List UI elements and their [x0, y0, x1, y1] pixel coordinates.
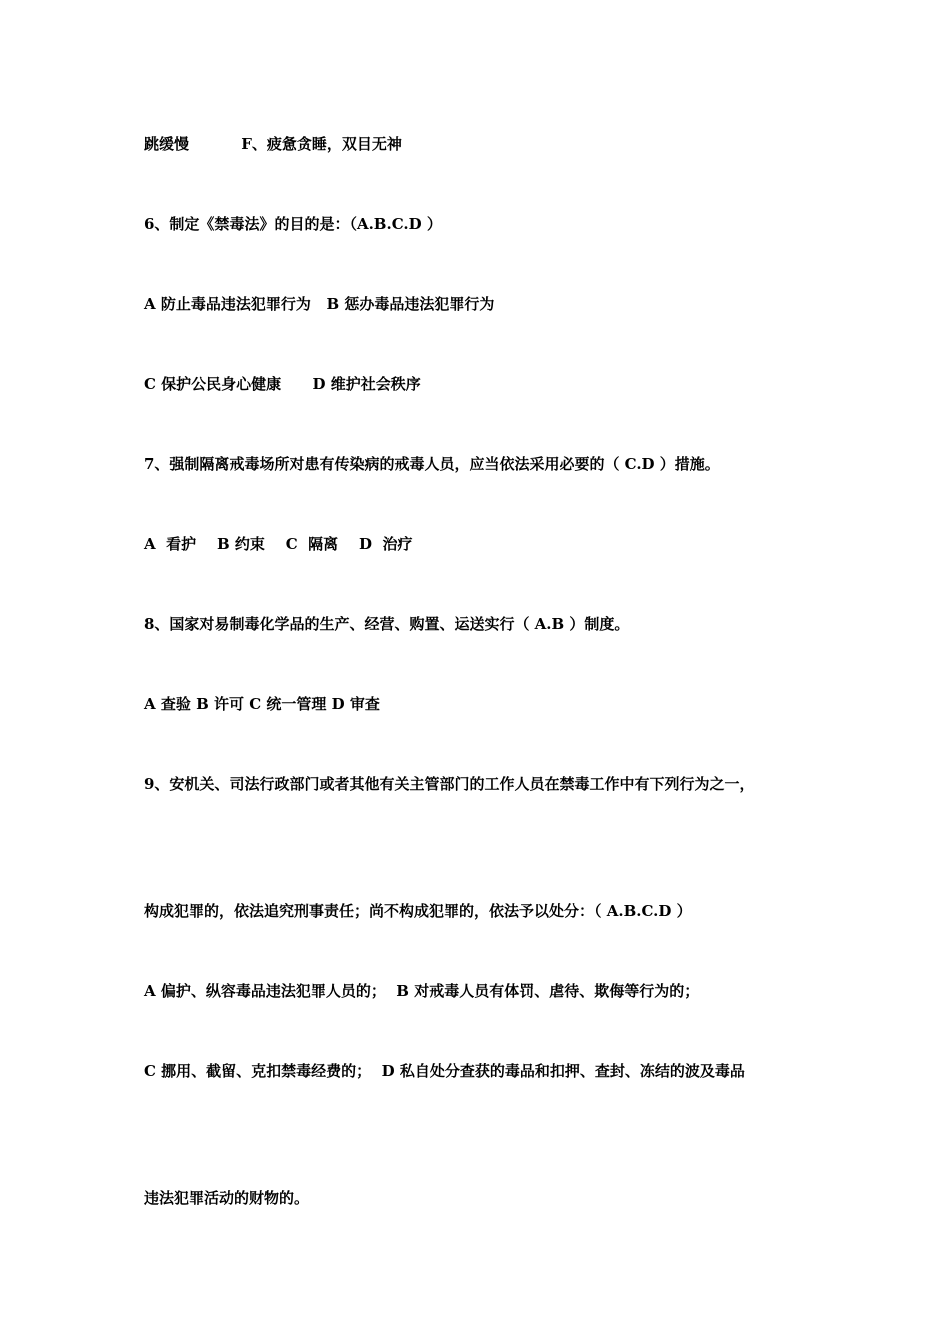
- question-8-options: A 查验 B 许可 C 统一管理 D 审查: [144, 695, 380, 713]
- question-6-options-cd: C 保护公民身心健康 D 维护社会秩序: [144, 375, 421, 393]
- question-7: 7、强制隔离戒毒场所对患有传染病的戒毒人员，应当依法采用必要的（ C.D ）措施。: [144, 455, 720, 473]
- question-7-options: A 看护 B 约束 C 隔离 D 治疗: [144, 535, 413, 553]
- question-9: 9、安机关、司法行政部门或者其他有关主管部门的工作人员在禁毒工作中有下列行为之一，: [144, 775, 755, 793]
- question-9-options-ab: A 偏护、纵容毒品违法犯罪人员的； B 对戒毒人员有体罚、虐待、欺侮等行为的；: [144, 982, 700, 1000]
- text-line: 跳缓慢 F、疲惫贪睡，双目无神: [144, 135, 402, 153]
- question-9-continued: 构成犯罪的，依法追究刑事责任；尚不构成犯罪的，依法予以处分：（ A.B.C.D ）: [144, 902, 692, 920]
- question-9-options-cd: C 挪用、截留、克扣禁毒经费的； D 私自处分查获的毒品和扣押、查封、冻结的波及毒品: [144, 1062, 745, 1080]
- question-9-options-continued: 违法犯罪活动的财物的。: [144, 1189, 310, 1207]
- question-6-options-ab: A 防止毒品违法犯罪行为 B 惩办毒品违法犯罪行为: [144, 295, 495, 313]
- question-6: 6、制定《禁毒法》的目的是：（A.B.C.D ）: [144, 215, 442, 233]
- question-8: 8、国家对易制毒化学品的生产、经营、购置、运送实行（ A.B ）制度。: [144, 615, 630, 633]
